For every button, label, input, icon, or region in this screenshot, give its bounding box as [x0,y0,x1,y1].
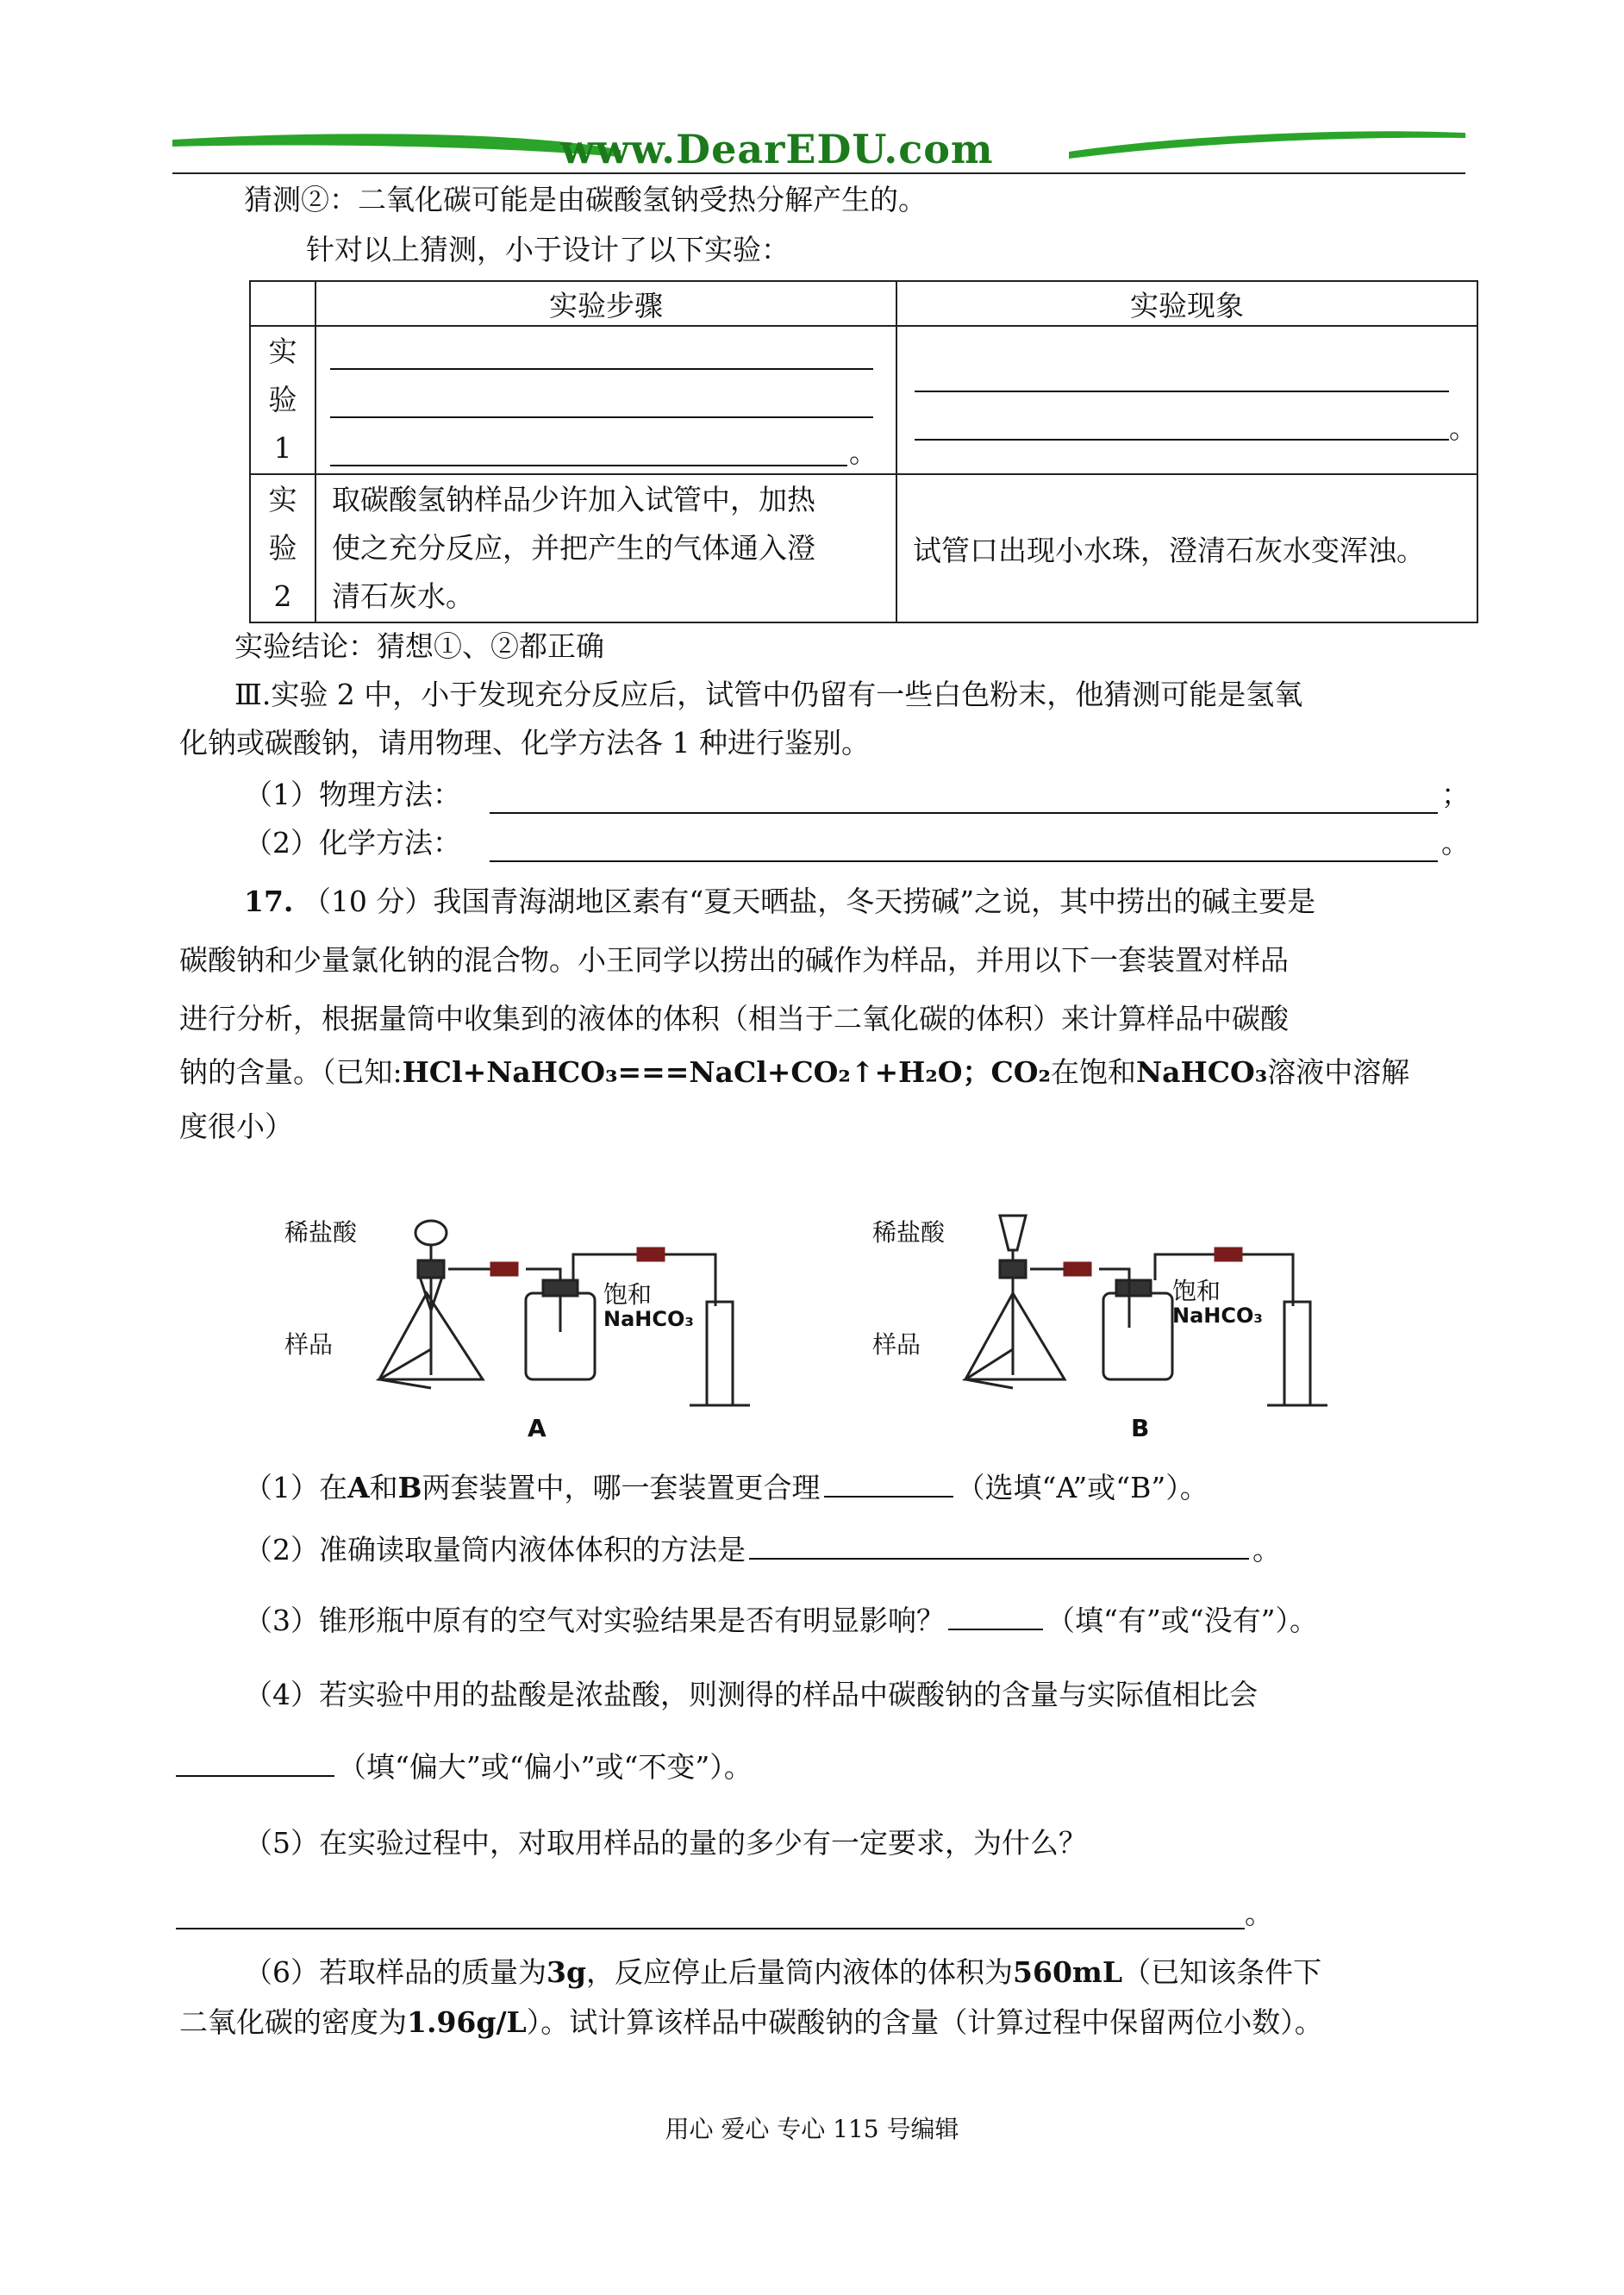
page-footer: 用心 爱心 专心 115 号编辑 [665,2115,959,2143]
part3-line2: 化钠或碳酸钠，请用物理、化学方法各 1 种进行鉴别。 [179,726,870,760]
row-1-phenomena-blank[interactable]: 。 [896,326,1477,474]
site-title: www.DearEDU.com [560,126,994,172]
header-banner [172,121,1465,172]
apparatus-b [965,1216,1327,1405]
label-sample-a: 样品 [284,1330,334,1359]
question-3-blank[interactable] [948,1603,1043,1630]
part3-line1: Ⅲ.实验 2 中，小于发现充分反应后，试管中仍留有一些白色粉末，他猜测可能是氢氧 [234,678,1303,711]
question-6-line1: （6）若取样品的质量为3g，反应停止后量筒内液体的体积为560mL（已知该条件下 [244,1955,1322,1989]
q17-line1: 17. （10 分）我国青海湖地区素有“夏天晒盐，冬天捞碱”之说，其中捞出的碱主要是 [244,885,1316,918]
q17-line5: 度很小） [179,1110,293,1143]
label-sat-b: 饱和 [1172,1277,1221,1305]
question-1: （1）在A和B两套装置中，哪一套装置更合理 （选填“A”或“B”）。 [244,1471,1209,1504]
header-steps: 实验步骤 [315,281,896,326]
label-a: A [528,1414,547,1442]
question-3: （3）锥形瓶中原有的空气对实验结果是否有明显影响？ （填“有”或“没有”）。 [244,1604,1318,1637]
label-salt-a: NaHCO₃ [603,1307,694,1331]
question-2-blank[interactable] [749,1532,1249,1560]
label-salt-b: NaHCO₃ [1172,1304,1263,1328]
question-6-line2: 二氧化碳的密度为1.96g/L）。试计算该样品中碳酸钠的含量（计算过程中保留两位小数）。 [179,2005,1323,2039]
question-5: （5）在实验过程中，对取用样品的量的多少有一定要求，为什么？ [244,1826,1087,1860]
physical-method: （1）物理方法： [244,778,461,811]
question-2: （2）准确读取量筒内液体体积的方法是 。 [244,1533,1281,1566]
apparatus-diagram [276,1198,1396,1457]
row-2-phenomena: 试管口出现小水珠，澄清石灰水变浑浊。 [896,474,1477,622]
physical-method-blank[interactable] [490,810,1438,814]
guess-2: 猜测②：二氧化碳可能是由碳酸氢钠受热分解产生的。 [244,183,927,216]
question-4: （4）若实验中用的盐酸是浓盐酸，则测得的样品中碳酸钠的含量与实际值相比会 [244,1678,1258,1711]
question-1-blank[interactable] [824,1470,953,1498]
label-acid-a: 稀盐酸 [284,1218,358,1247]
apparatus-a [379,1221,750,1405]
table-corner-cell [250,281,315,326]
question-4-blank[interactable] [176,1749,334,1777]
row-1-steps-blank[interactable]: 。 [315,326,896,474]
row-1-label: 实 验 1 [250,326,315,474]
label-sample-b: 样品 [872,1330,921,1359]
q17-line2: 碳酸钠和少量氯化钠的混合物。小王同学以捞出的碱作为样品，并用以下一套装置对样品 [179,943,1289,977]
experiment-intro: 针对以上猜测，小于设计了以下实验： [306,233,790,266]
question-4-cont: （填“偏大”或“偏小”或“不变”）。 [176,1748,753,1786]
q17-line3: 进行分析，根据量筒中收集到的液体的体积（相当于二氧化碳的体积）来计算样品中碳酸 [179,1002,1289,1035]
experiment-table [249,280,1478,623]
label-b: B [1131,1414,1150,1442]
header-phenomena: 实验现象 [896,281,1477,326]
conclusion: 实验结论：猜想①、②都正确 [234,629,604,663]
row-2-steps: 取碳酸氢钠样品少许加入试管中，加热 使之充分反应，并把产生的气体通入澄 清石灰水。 [315,474,896,622]
label-sat-a: 饱和 [603,1280,653,1309]
q17-line4: 钠的含量。（已知:HCl+NaHCO₃===NaCl+CO₂↑+H₂O；CO₂在饱和NaHCO₃溶液中溶解 [179,1055,1410,1089]
chemical-method-blank[interactable] [490,859,1438,862]
row-2-label: 实 验 2 [250,474,315,622]
question-5-blank[interactable] [176,1926,1245,1929]
header-rule [172,172,1465,174]
label-acid-b: 稀盐酸 [872,1218,946,1247]
chemical-method: （2）化学方法： [244,826,461,860]
